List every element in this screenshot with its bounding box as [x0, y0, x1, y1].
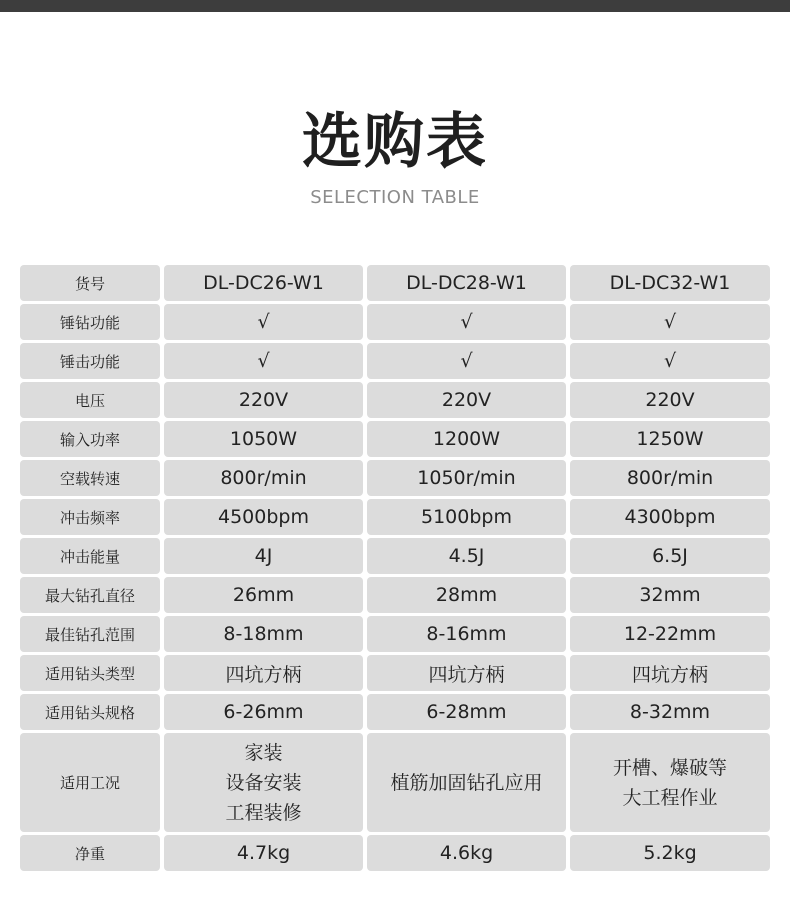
- spec-value-cell: 1200W: [367, 421, 566, 457]
- row-label: 空载转速: [20, 460, 160, 496]
- spec-value-cell: √: [570, 304, 770, 340]
- spec-value-cell: 6.5J: [570, 538, 770, 574]
- row-label: 冲击能量: [20, 538, 160, 574]
- top-bar: [0, 0, 790, 12]
- spec-value-cell: DL-DC32-W1: [570, 265, 770, 301]
- spec-value-cell: 220V: [570, 382, 770, 418]
- spec-value-cell: 220V: [367, 382, 566, 418]
- row-label: 最大钻孔直径: [20, 577, 160, 613]
- spec-value-cell: 4J: [164, 538, 363, 574]
- spec-value-cell: 4300bpm: [570, 499, 770, 535]
- spec-value-cell: 220V: [164, 382, 363, 418]
- row-label: 锤击功能: [20, 343, 160, 379]
- spec-value-cell: 四坑方柄: [570, 655, 770, 691]
- spec-value-cell: 四坑方柄: [367, 655, 566, 691]
- spec-value-cell: 32mm: [570, 577, 770, 613]
- spec-value-cell: DL-DC28-W1: [367, 265, 566, 301]
- spec-value-cell: 四坑方柄: [164, 655, 363, 691]
- row-label: 锤钻功能: [20, 304, 160, 340]
- page-subtitle: SELECTION TABLE: [310, 187, 480, 208]
- row-label: 净重: [20, 835, 160, 871]
- spec-value-cell: √: [570, 343, 770, 379]
- spec-value-cell: 4.7kg: [164, 835, 363, 871]
- spec-value-cell: 5.2kg: [570, 835, 770, 871]
- spec-value-cell: 8-32mm: [570, 694, 770, 730]
- row-label: 输入功率: [20, 421, 160, 457]
- spec-value-cell: 4.5J: [367, 538, 566, 574]
- row-label: 电压: [20, 382, 160, 418]
- spec-value-cell: √: [164, 304, 363, 340]
- spec-value-cell: 800r/min: [570, 460, 770, 496]
- spec-value-cell: 6-28mm: [367, 694, 566, 730]
- spec-value-cell: 800r/min: [164, 460, 363, 496]
- spec-value-cell: √: [367, 304, 566, 340]
- spec-value-cell: 6-26mm: [164, 694, 363, 730]
- spec-value-cell: √: [367, 343, 566, 379]
- spec-value-cell: 5100bpm: [367, 499, 566, 535]
- spec-value-cell: 12-22mm: [570, 616, 770, 652]
- spec-value-cell: 26mm: [164, 577, 363, 613]
- spec-value-cell: 1050W: [164, 421, 363, 457]
- spec-value-cell: 植筋加固钻孔应用: [367, 733, 566, 832]
- row-label: 适用钻头类型: [20, 655, 160, 691]
- spec-value-cell: 8-18mm: [164, 616, 363, 652]
- page-title: 选购表: [302, 107, 488, 177]
- row-label: 适用工况: [20, 733, 160, 832]
- spec-value-cell: 开槽、爆破等 大工程作业: [570, 733, 770, 832]
- spec-value-cell: 家装 设备安装 工程装修: [164, 733, 363, 832]
- row-label: 货号: [20, 265, 160, 301]
- spec-value-cell: 8-16mm: [367, 616, 566, 652]
- row-label: 适用钻头规格: [20, 694, 160, 730]
- spec-value-cell: 4500bpm: [164, 499, 363, 535]
- spec-value-cell: 1250W: [570, 421, 770, 457]
- spec-value-cell: √: [164, 343, 363, 379]
- spec-value-cell: 4.6kg: [367, 835, 566, 871]
- selection-table: [20, 265, 770, 871]
- spec-value-cell: DL-DC26-W1: [164, 265, 363, 301]
- spec-value-cell: 1050r/min: [367, 460, 566, 496]
- row-label: 冲击频率: [20, 499, 160, 535]
- spec-value-cell: 28mm: [367, 577, 566, 613]
- row-label: 最佳钻孔范围: [20, 616, 160, 652]
